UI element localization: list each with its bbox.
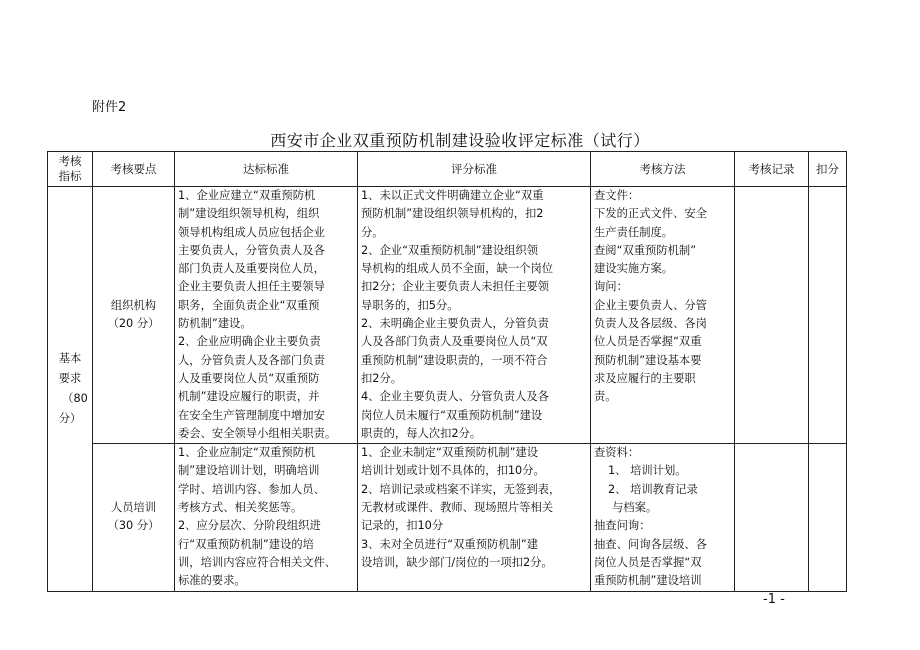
standard-cell: 1、企业应制定“双重预防机 制”建设培训计划，明确培训 学时、培训内容、参加人员、 考核方式、相关奖惩等。 2、应分层次、分阶段组织进 行“双重预防机制”建设的培 训，培训内容应符合相关文件、 标准的要求。 [175,444,358,591]
deduct-cell [809,444,847,591]
table-header-row [48,152,847,187]
header-method: 考核方法 [591,152,735,187]
scoring-cell: 1、企业未制定“双重预防机制”建设 培训计划或计划不具体的，扣10分。 2、培训记录或档案不详实，无签到表， 无教材或课件、教师、现场照片等相关 记录的，扣10分 3、未对全员进行“双重预防机制”建 设培训，缺少部门/岗位的一项扣2分。 [358,444,591,591]
header-indicator: 考核指标 [48,152,93,187]
table-row [48,187,847,444]
record-cell [735,444,809,591]
point-cell: 人员培训 （30 分） [93,444,175,591]
page-number: -1 - [763,592,785,607]
indicator-cell: 基本 要求 （80 分） [48,187,93,592]
header-record: 考核记录 [735,152,809,187]
header-deduct: 扣分 [809,152,847,187]
document-title: 西安市企业双重预防机制建设验收评定标准（试行） [270,131,650,150]
table-row [48,444,847,591]
deduct-cell [809,187,847,444]
attachment-label: 附件2 [92,100,127,115]
standard-cell: 1、企业应建立“双重预防机 制”建设组织领导机构，组织 领导机构组成人员应包括企业 主要负责人，分管负责人及各 部门负责人及重要岗位人员， 企业主要负责人担任主要领导 职务，全面负责企业“双重预 防机制”建设。 2、企业应明确企业主要负责 人，分管负责人及各部门负责 人及重要岗位人员“双重预防 机制”建设应履行的职责，并 在安全生产管理制度中增加安 委会、安全领导小组相关职责。 [175,187,358,444]
method-cell: 查资料： 1、 培训计划。 2、 培训教育记录 与档案。 抽查问询： 抽查、问询各层级、各 岗位人员是否掌握“双 重预防机制”建设培训 [591,444,735,591]
evaluation-table [47,151,847,592]
point-cell: 组织机构 （20 分） [93,187,175,444]
method-cell: 查文件： 下发的正式文件、安全 生产责任制度。 查阅“双重预防机制” 建设实施方案。 询问： 企业主要负责人、分管 负责人及各层级、各岗 位人员是否掌握“双重 预防机制”建设基本要 求及应履行的主要职 责。 [591,187,735,444]
header-standard: 达标标准 [175,152,358,187]
header-scoring: 评分标准 [358,152,591,187]
record-cell [735,187,809,444]
header-points: 考核要点 [93,152,175,187]
scoring-cell: 1、未以正式文件明确建立企业“双重 预防机制”建设组织领导机构的，扣2 分。 2、企业“双重预防机制”建设组织领 导机构的组成人员不全面，缺一个岗位 扣2分；企业主要负责人未担任主要领 导职务的，扣5分。 2、未明确企业主要负责人，分管负责 人及各部门负责人及重要岗位人员“双 重预防机制”建设职责的，一项不符合 扣2分。 4、企业主要负责人、分管负责人及各 岗位人员未履行“双重预防机制”建设 职责的，每人次扣2分。 [358,187,591,444]
